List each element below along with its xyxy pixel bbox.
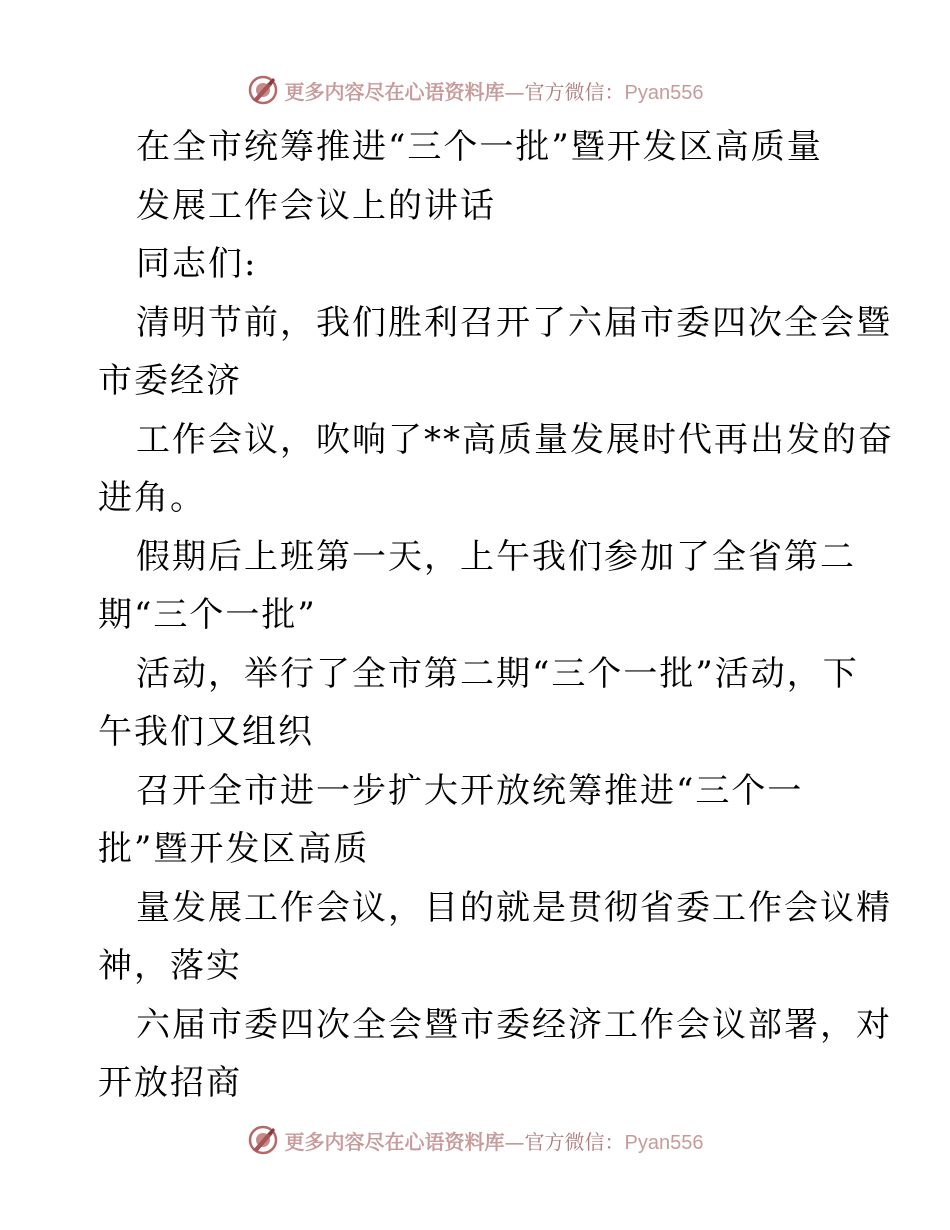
document-title-line-2: 发展工作会议上的讲话: [136, 185, 496, 226]
body-line: 进角。: [98, 478, 206, 518]
body-line: 午我们又组织: [98, 712, 314, 752]
pen-logo-icon: [247, 74, 279, 106]
body-line: 活动，举行了全市第二期“三个一批”活动，下: [136, 653, 859, 694]
body-line: 同志们:: [136, 244, 258, 284]
body-line: 清明节前，我们胜利召开了六届市委四次全会暨: [136, 302, 892, 343]
body-line: 量发展工作会议，目的就是贯彻省委工作会议精: [136, 887, 892, 928]
watermark-separator: —: [504, 1129, 525, 1154]
footer-watermark: [0, 1120, 950, 1160]
watermark-site-name: 更多内容尽在心语资料库: [284, 1129, 505, 1154]
body-line: 六届市委四次全会暨市委经济工作会议部署，对: [136, 1004, 892, 1045]
document-paragraphs: [98, 235, 894, 1113]
body-line: 召开全市进一步扩大开放统筹推进“三个一: [136, 770, 804, 811]
document-title-line-1: 在全市统筹推进“三个一批”暨开发区高质量: [136, 127, 823, 167]
watermark-wechat-label: 官方微信：: [524, 79, 625, 104]
body-line: 工作会议，吹响了**高质量发展时代再出发的奋: [136, 419, 894, 460]
body-line: 假期后上班第一天，上午我们参加了全省第二: [136, 536, 856, 577]
body-line: 市委经济: [98, 361, 242, 401]
pen-logo-icon: [247, 1124, 279, 1156]
body-line: 神，落实: [98, 946, 242, 986]
watermark-wechat-id: Pyan556: [624, 81, 704, 104]
watermark-separator: —: [504, 79, 525, 104]
body-line: 批”暨开发区高质: [98, 829, 370, 869]
header-watermark: [0, 70, 950, 110]
body-line: 期“三个一批”: [98, 595, 317, 635]
watermark-wechat-id: Pyan556: [624, 1131, 704, 1154]
watermark-wechat-label: 官方微信：: [524, 1129, 625, 1154]
document-body: [98, 118, 894, 1113]
watermark-site-name: 更多内容尽在心语资料库: [284, 79, 505, 104]
body-line: 开放招商: [98, 1063, 242, 1103]
